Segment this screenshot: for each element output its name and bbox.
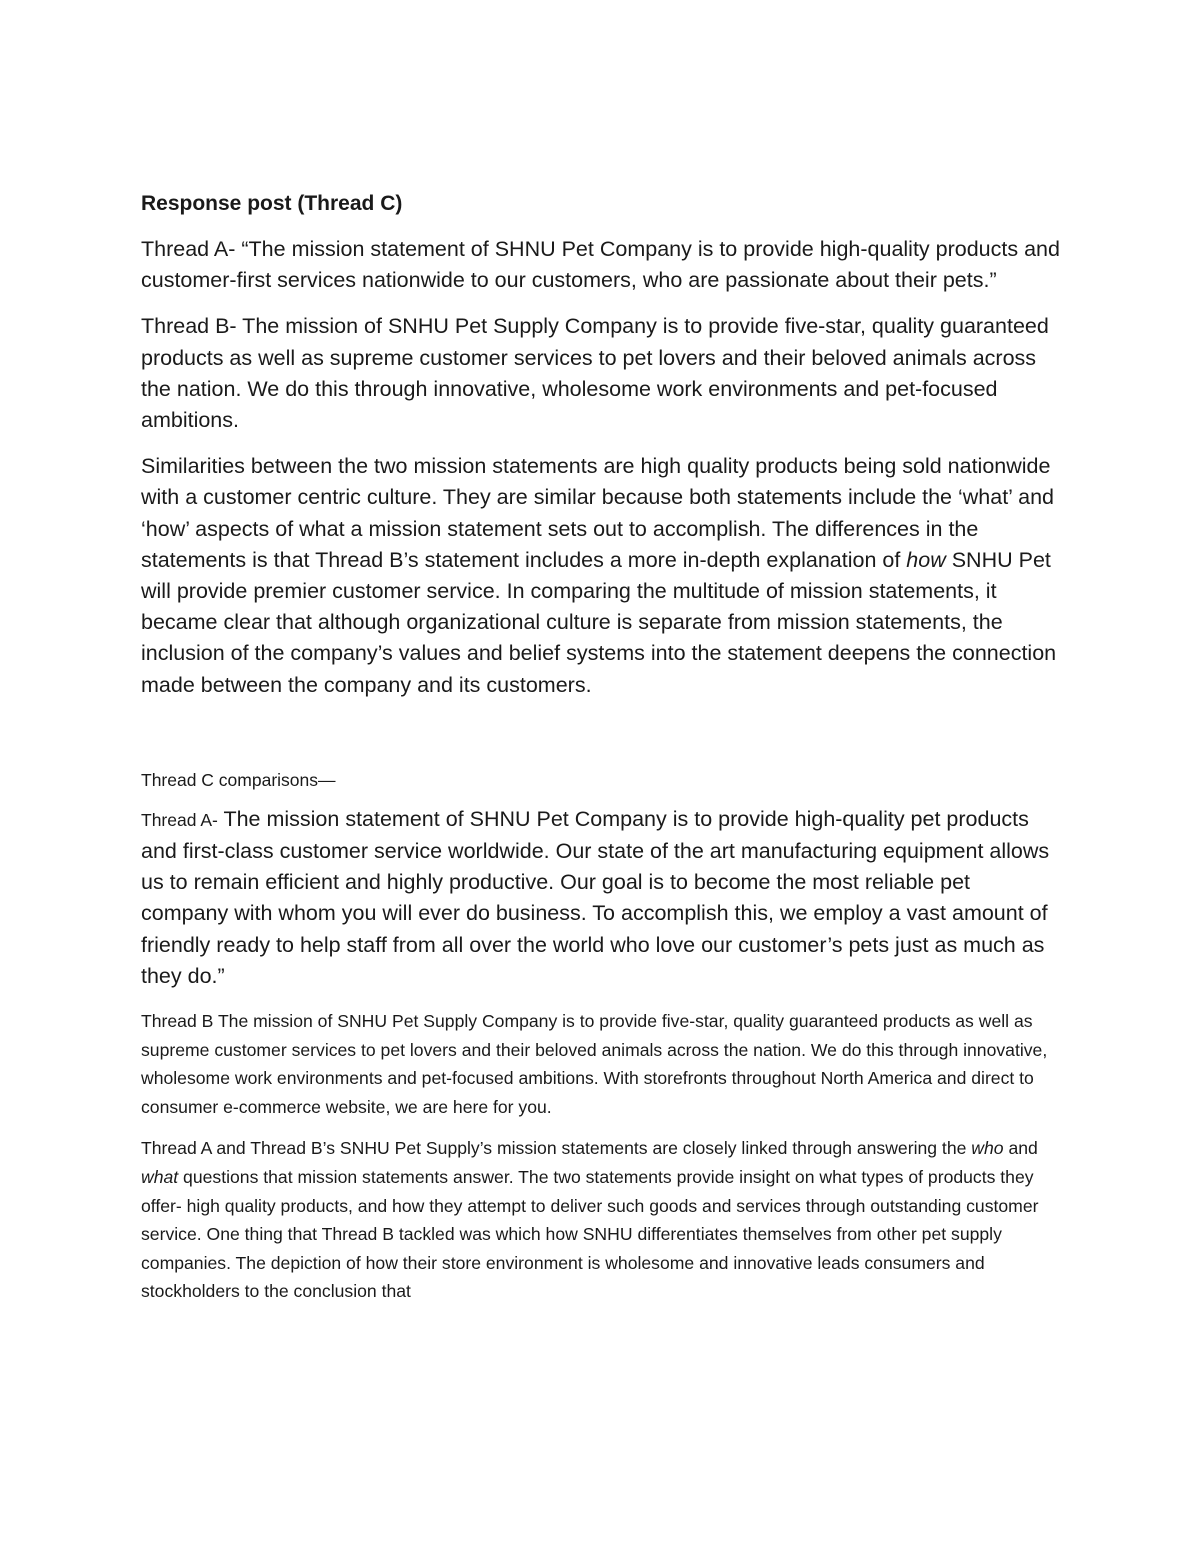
thread-c-label: Thread C comparisons— (141, 769, 336, 790)
closing-emphasis-what: what (141, 1167, 179, 1188)
closing-text-2: and (1003, 1138, 1038, 1159)
thread-c-thread-b: Thread B The mission of SNHU Pet Supply Company is to provide five-star, quality guaranteed products as well as supreme customer services to pet lovers and their beloved animals across the nation. We do this through innovative, wholesome work environments and pet-focused ambitions. With storefronts throughout North America and direct to consumer e-commerce website, we are here for you. (141, 1011, 1048, 1117)
similarities-emphasis: how (906, 547, 946, 572)
thread-b-statement: Thread B- The mission of SNHU Pet Supply Company is to provide five-star, quality guaranteed products as well as supreme customer services to pet lovers and their beloved animals across the nation. We do this through innovative, wholesome work environments and pet-focused ambitions. (141, 314, 1049, 433)
page-heading: Response post (Thread C) (141, 192, 403, 215)
document-page (141, 188, 1061, 1319)
similarities-text-1: Similarities between the two mission statements are high quality products being sold nationwide with a customer centric culture. They are similar because both statements include the ‘what’ and ‘how’ aspects of what a mission statement sets out to accomplish. The differences in the statements is that Thread B’s statement includes a more in-depth explanation of (141, 454, 1055, 572)
similarities-text-2: SNHU Pet will provide premier customer service. In comparing the multitude of mission statements, it became clear that although organizational culture is separate from mission statements, the inclusion of the company’s values and belief systems into the statement deepens the connection made between the company and its customers. (141, 547, 1057, 697)
thread-c-thread-a-label: Thread A- (141, 809, 218, 830)
similarities-paragraph (141, 451, 1061, 701)
closing-text-1: Thread A and Thread B’s SNHU Pet Supply’s mission statements are closely linked through answering the (141, 1138, 972, 1159)
thread-c-thread-a (141, 804, 1061, 992)
closing-emphasis-who: who (971, 1138, 1004, 1159)
thread-c-thread-a-text: The mission statement of SHNU Pet Company is to provide high-quality pet products and first-class customer service worldwide. Our state of the art manufacturing equipment allows us to remain efficient and highly productive. Our goal is to become the most reliable pet company with whom you will ever do business. To accomplish this, we employ a vast amount of friendly ready to help staff from all over the world who love our customer’s pets just as much as they do.” (141, 806, 1050, 988)
closing-text-3: questions that mission statements answer. The two statements provide insight on what types of products they offer- high quality products, and how they attempt to deliver such goods and services through outstanding customer service. One thing that Thread B tackled was which how SNHU differentiates themselves from other pet supply companies. The depiction of how their store environment is wholesome and innovative leads consumers and stockholders to the conclusion that (141, 1167, 1039, 1302)
closing-paragraph (141, 1134, 1061, 1306)
thread-a-statement: Thread A- “The mission statement of SHNU Pet Company is to provide high-quality products and customer-first services nationwide to our customers, who are passionate about their pets.” (141, 237, 1060, 293)
